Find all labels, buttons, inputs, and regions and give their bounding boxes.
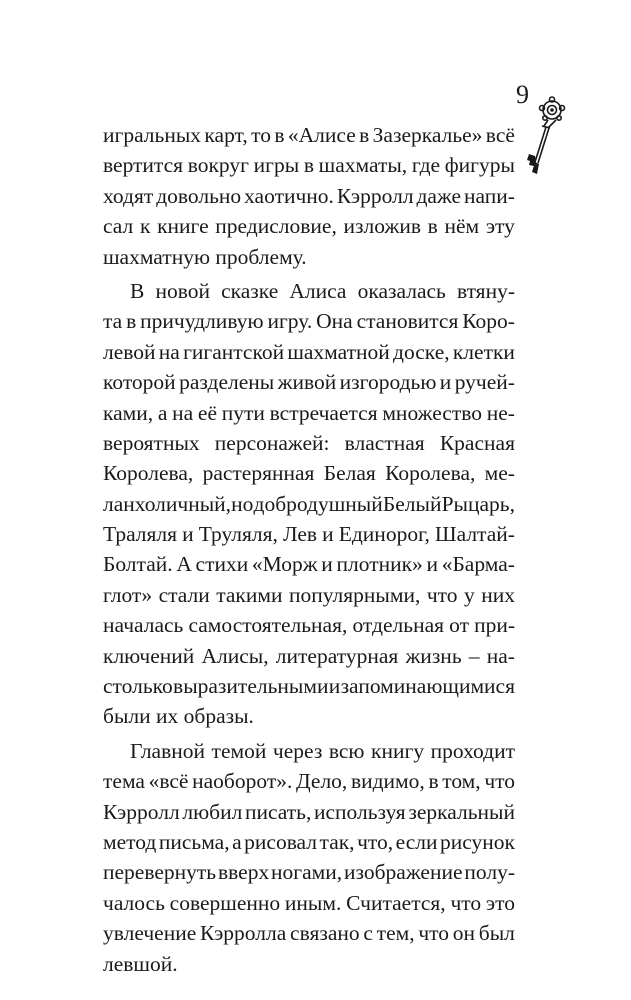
text-line: В новой сказке Алиса оказалась втяну- [130, 278, 515, 303]
text-line: Болтай. А стихи «Морж и плотник» и «Барма- [103, 552, 515, 577]
text-line: Траляля и Труляля, Лев и Единорог, Шалтай- [103, 522, 515, 547]
text-line: игральных карт, то в «Алисе в Зазеркалье» всё [103, 123, 515, 147]
body-text [103, 120, 515, 979]
text-line: шахматную проблему. [103, 244, 307, 269]
text-line: столько выразительными и запоминающимися [103, 674, 515, 699]
text-line: сал к книге предисловие, изложив в нём эту [103, 214, 515, 239]
text-line: ланхоличный, но добродушный Белый Рыцарь, [103, 491, 515, 516]
text-line: вероятных персонажей: властная Красная [103, 430, 515, 455]
paragraph [103, 736, 515, 979]
text-line: та в причудливую игру. Она становится Коро- [103, 309, 515, 334]
text-line: ключений Алисы, литературная жизнь – на- [103, 643, 515, 668]
text-line: Королева, растерянная Белая Королева, ме- [103, 461, 515, 486]
text-line: левой на гигантской шахматной доске, клетки [103, 339, 515, 364]
text-line: Кэрролл любил писать, используя зеркальный [103, 799, 515, 824]
paragraph [103, 276, 515, 732]
paragraph [103, 120, 515, 272]
text-line: ками, а на её пути встречается множество не- [103, 400, 515, 425]
ornate-key-icon [526, 96, 568, 178]
page-number: 9 [516, 80, 529, 109]
text-line: которой разделены живой изгородью и ручей- [103, 370, 515, 395]
text-line: Главной темой через всю книгу проходит [130, 738, 515, 763]
text-line: метод письма, а рисовал так, что, если рисунок [103, 829, 515, 854]
text-line: увлечение Кэрролла связано с тем, что он был [103, 921, 515, 946]
text-line: были их образы. [103, 704, 254, 729]
text-line: перевернуть вверх ногами, изображение полу- [103, 860, 515, 885]
text-line: вертится вокруг игры в шахматы, где фигуры [103, 153, 515, 178]
text-line: началась самостоятельная, отдельная от при- [103, 613, 515, 638]
text-line: глот» стали такими популярными, что у них [103, 582, 515, 607]
text-line: чалось совершенно иным. Считается, что это [103, 890, 515, 915]
text-line: ходят довольно хаотично. Кэрролл даже напи- [103, 183, 515, 208]
text-line: левшой. [103, 951, 178, 976]
text-line: тема «всё наоборот». Дело, видимо, в том, что [103, 769, 515, 794]
